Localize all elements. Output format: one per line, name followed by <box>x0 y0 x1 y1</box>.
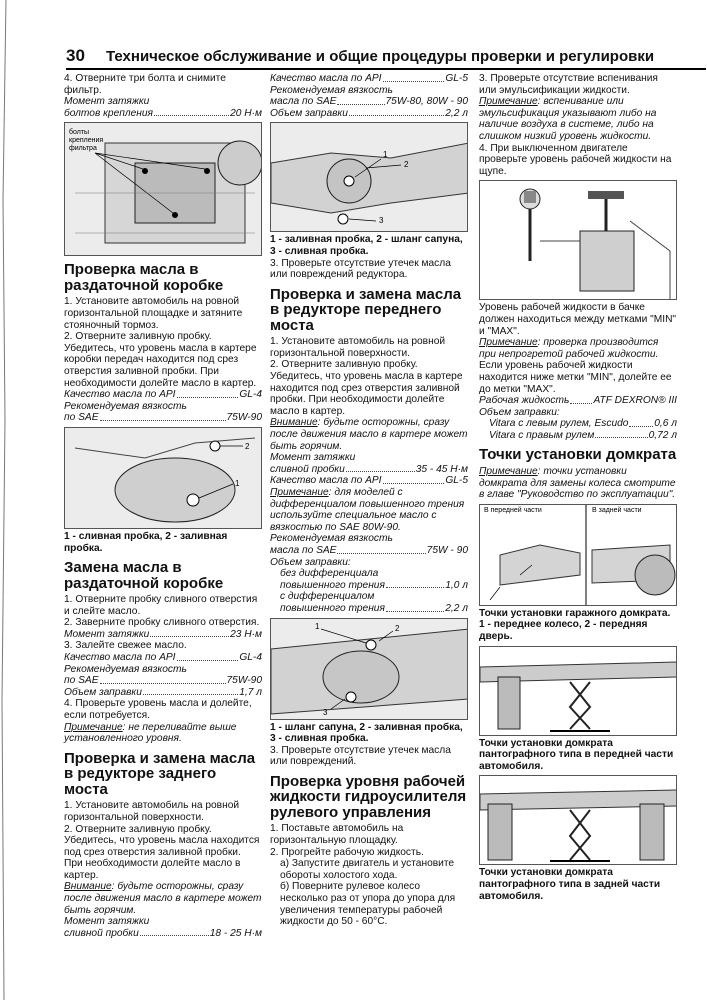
oil-quality-spec <box>64 389 262 401</box>
spec-label: Объем заправки <box>270 107 348 119</box>
spec-label: Рекомендуемая вязкость <box>270 84 393 96</box>
page-title: Техническое обслуживание и общие процедуры проверки и регулировки <box>106 48 655 65</box>
warning <box>64 881 262 916</box>
change-visc-spec <box>64 675 262 687</box>
spec-label: с дифференциалом <box>280 591 375 603</box>
figure-front-differential <box>270 618 468 720</box>
spec-label: по SAE <box>64 675 99 687</box>
spec-label: повышенного трения <box>280 579 385 591</box>
spec-label: Объем заправки: <box>479 406 560 418</box>
note <box>479 337 677 360</box>
spec-value: 75W-90 <box>226 675 262 687</box>
page-number: 30 <box>66 46 85 65</box>
note-text: : не переливайте выше установленного уровня. <box>64 721 237 745</box>
fluid-spec <box>479 395 677 407</box>
spec-label: Объем заправки: <box>270 556 351 568</box>
figure-label: болты крепления фильтра <box>69 129 104 153</box>
viscosity-spec <box>64 412 262 424</box>
figure-transfer-plugs <box>64 427 262 529</box>
svg-text:1: 1 <box>383 150 388 160</box>
change-volume-spec <box>64 687 262 699</box>
heading-rear-differential: Проверка и замена масла в редукторе заднего моста <box>64 749 256 798</box>
spec-value: 20 Н·м <box>230 107 262 119</box>
heading-jack-points: Точки установки домкрата <box>479 446 677 464</box>
front-torque-spec <box>270 464 468 476</box>
spec-label: масла по SAE <box>270 96 337 108</box>
svg-text:3: 3 <box>323 707 328 717</box>
figure-garage-jack <box>479 504 677 606</box>
step-text: 3. Проверьте отсутствие утечек масла или повреждений. <box>270 744 451 768</box>
spec-label: Рекомендуемая вязкость <box>64 400 187 412</box>
spec-value: 75W-80, 80W - 90 <box>385 96 468 108</box>
spec-value: GL-4 <box>239 389 262 401</box>
figure-rear-differential <box>270 122 468 232</box>
spec-label: Момент затяжки <box>64 628 150 640</box>
figure-dipstick <box>479 180 677 300</box>
heading-change-transfer-case: Замена масла в раздаточной коробке <box>64 559 224 592</box>
page-header <box>66 46 706 70</box>
rear-quality-spec <box>270 73 468 85</box>
step-text: 2. Отверните заливную пробку. Убедитесь, что уровень масла находится под срез отверстия заливной пробки. При необходимости долейте масло в картер. <box>64 823 260 881</box>
column-3 <box>479 73 677 902</box>
spec-value: 75W - 90 <box>426 544 468 556</box>
spec-value: 0,6 л <box>654 418 677 430</box>
note-label: Примечание <box>270 486 329 498</box>
spec-value: GL-5 <box>445 475 468 487</box>
volume-right-spec <box>479 430 677 442</box>
step-text: 4. При выключенном двигателе проверьте уровень рабочей жидкости на щупе. <box>479 142 672 177</box>
svg-text:1: 1 <box>235 478 240 488</box>
warning-text: : будьте осторожны, сразу после движения масло в картере может быть горячим. <box>64 881 262 916</box>
spec-label: Качество масла по API <box>64 652 176 664</box>
spec-value: 0,72 л <box>648 429 677 441</box>
step-text: 2. Прогрейте рабочую жидкость. <box>270 846 424 858</box>
note-text: : точки установки домкрата для замены колеса смотрите в главе "Руководство по эксплуатации". <box>479 465 676 501</box>
rear-visc-spec <box>270 96 468 108</box>
step-text: 1. Установите автомобиль на ровной горизонтальной площадке и затяните стояночный тормоз. <box>64 296 243 331</box>
note-text: : для моделей с дифференциалом повышенного трения используйте специальное масло с вязкостью по SAE 80W-90. <box>270 486 465 533</box>
column-1 <box>64 73 262 939</box>
figure-panto-front <box>479 646 677 736</box>
body-text: Уровень рабочей жидкости в бачке должен находиться между метками "MIN" и "MAX". <box>479 302 677 337</box>
front-volume-1-spec <box>270 580 468 592</box>
spec-label: Рекомендуемая вязкость <box>64 663 187 675</box>
step-text: 3. Проверьте отсутствие вспенивания или эмульсификации жидкости. <box>479 73 658 96</box>
spec-value: 35 - 45 Н·м <box>415 463 468 475</box>
note <box>479 466 677 501</box>
svg-text:2: 2 <box>404 160 409 170</box>
spec-label: Рекомендуемая вязкость <box>270 533 393 545</box>
spec-value: GL-5 <box>445 73 468 84</box>
note-label: Примечание <box>479 96 538 108</box>
change-torque-spec <box>64 629 262 641</box>
svg-text:2: 2 <box>245 441 250 451</box>
front-quality-spec <box>270 475 468 487</box>
front-volume-2-spec <box>270 603 468 615</box>
spec-value: 2,2 л <box>445 107 468 119</box>
step-text: 1. Отверните пробку сливного отверстия и слейте масло. <box>64 594 258 617</box>
step-text: 4. Проверьте уровень масла и долейте, если потребуется. <box>64 698 252 722</box>
torque-label: Момент затяжки <box>64 96 150 108</box>
spec-value: 2,2 л <box>445 602 468 614</box>
warning-label: Внимание <box>270 417 318 429</box>
figure-label-rear: В задней части <box>592 506 642 514</box>
spec-label: сливной пробки <box>270 463 345 475</box>
body-text: Если уровень рабочей жидкости находится ниже метки "MIN", долейте ее до метки "MAX". <box>479 360 672 395</box>
warning-text: : будьте осторожны, сразу после движения масло в картере может быть горячим. <box>270 417 468 452</box>
torque-bolts-spec <box>64 108 262 120</box>
rear-torque-spec <box>64 928 262 940</box>
note <box>64 722 262 745</box>
change-quality-spec <box>64 652 262 664</box>
figure-caption: Точки установки гаражного домкрата. 1 - переднее колесо, 2 - передняя дверь. <box>479 607 671 642</box>
figure-caption: Точки установки домкрата пантографного типа в задней части автомобиля. <box>479 867 661 902</box>
step-text: 2. Заверните пробку сливного отверстия. <box>64 617 260 629</box>
note-label: Примечание <box>479 465 538 477</box>
volume-left-spec <box>479 418 677 430</box>
spec-value: 18 - 25 Н·м <box>209 927 262 939</box>
spec-label: Рабочая жидкость <box>479 395 570 407</box>
step-text: 1. Установите автомобиль на ровной горизонтальной поверхности. <box>270 336 446 359</box>
page-binding-edge <box>0 0 8 1000</box>
svg-text:2: 2 <box>395 623 400 633</box>
spec-label: Vitara с правым рулем <box>489 429 595 441</box>
step-text: 2. Отверните заливную пробку. Убедитесь, что уровень масла в картере коробки передач находится под срез отверстия заливной пробки. При необходимости долейте масло в картер. <box>64 331 257 389</box>
figure-caption: 1 - сливная пробка, 2 - заливная пробка. <box>64 530 228 554</box>
step-text: 3. Проверьте отсутствие утечек масла или повреждений редуктора. <box>270 257 451 281</box>
svg-text:3: 3 <box>379 216 384 226</box>
spec-label: Vitara с левым рулем, Escudo <box>489 418 629 430</box>
figure-filter-bolts <box>64 122 262 256</box>
spec-label: Качество масла по API <box>270 475 382 487</box>
note <box>479 96 677 142</box>
spec-label: болтов крепления <box>64 107 153 119</box>
step-text: 2. Отверните заливную пробку. Убедитесь, что уровень масла в картере находится под срез отверстия заливной пробки. При необходимости долейте масло в картер. <box>270 359 463 417</box>
spec-label: Объем заправки <box>64 686 142 698</box>
spec-label: по SAE <box>64 412 99 424</box>
figure-panto-rear <box>479 775 677 865</box>
step-text: а) Запустите двигатель и установите обороты холостого хода. <box>280 858 455 881</box>
figure-label-front: В передней части <box>484 506 542 514</box>
note-text: : вспенивание или эмульсификация указывают либо на наличие воздуха в системе, либо на слишком низкий уровень жидкости. <box>479 96 657 142</box>
figure-caption: 1 - шланг сапуна, 2 - заливная пробка, 3 - сливная пробка. <box>270 721 463 745</box>
spec-label: Момент затяжки <box>64 916 150 928</box>
spec-value: 75W-90 <box>226 412 262 424</box>
step-text: 1. Установите автомобиль на ровной горизонтальной поверхности. <box>64 800 240 823</box>
figure-caption: 1 - заливная пробка, 2 - шланг сапуна, 3 - сливная пробка. <box>270 234 463 257</box>
spec-label: масла по SAE <box>270 544 337 556</box>
step-text: 1. Поставьте автомобиль на горизонтальную площадку. <box>270 823 404 846</box>
heading-power-steering: Проверка уровня рабочей жидкости гидроусилителя рулевого управления <box>270 772 467 821</box>
heading-check-transfer-case: Проверка масла в раздаточной коробке <box>64 261 224 294</box>
spec-value: 1,0 л <box>445 579 468 591</box>
note-label: Примечание <box>64 721 123 733</box>
spec-value: 23 Н·м <box>230 628 262 640</box>
step-text: 3. Залейте свежее масло. <box>64 640 187 652</box>
step-remove-filter: 4. Отверните три болта и снимите фильтр. <box>64 73 226 96</box>
spec-label: без дифференциала <box>280 568 379 580</box>
spec-label: Качество масла по API <box>64 389 176 401</box>
figure-caption: Точки установки домкрата пантографного типа в передней части автомобиля. <box>479 737 674 772</box>
note-label: Примечание <box>479 337 538 349</box>
warning <box>270 417 468 452</box>
step-text: б) Поверните рулевое колесо несколько раз от упора до упора для увеличения температуры рабочей жидкости до 50 - 60°С. <box>280 881 456 928</box>
warning-label: Внимание <box>64 881 112 893</box>
spec-value: ATF DEXRON® III <box>593 395 677 407</box>
front-visc-spec <box>270 545 468 557</box>
svg-text:1: 1 <box>315 621 320 631</box>
note <box>270 487 468 533</box>
spec-label: Качество масла по API <box>270 73 382 84</box>
spec-label: Момент затяжки <box>270 452 356 464</box>
spec-label: сливной пробки <box>64 927 139 939</box>
note-text: : проверка производится при непрогретой рабочей жидкости. <box>479 337 659 360</box>
heading-front-differential: Проверка и замена масла в редукторе переднего моста <box>270 285 462 334</box>
spec-value: GL-4 <box>239 652 262 664</box>
column-2 <box>270 73 468 928</box>
rear-volume-spec <box>270 108 468 120</box>
spec-value: 1,7 л <box>239 686 262 698</box>
spec-label: повышенного трения <box>280 602 385 614</box>
